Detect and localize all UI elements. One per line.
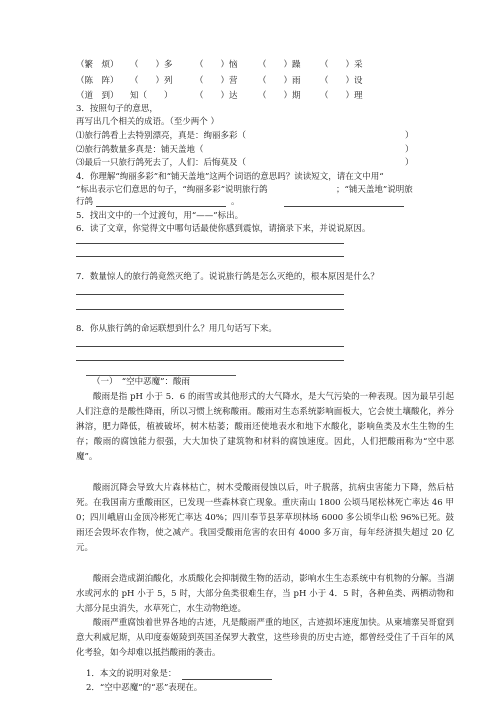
section-title: （一） “空中恶魔”：酸雨	[92, 377, 190, 387]
fill-cell[interactable]: （ ）采	[320, 60, 363, 70]
fill-cell: （陈 阵）	[76, 76, 119, 86]
question-3-item: ⑴旅行鸽看上去特别漂亮，真是：绚丽多彩（	[76, 131, 247, 141]
question-3-item: ⑶最后一只旅行鸽死去了，人们：后悔莫及（	[76, 158, 247, 168]
answer-line[interactable]	[96, 206, 226, 207]
question-3-title: 3．按照句子的意思，	[76, 104, 158, 114]
answer-line[interactable]	[182, 679, 272, 680]
question-4-prompt-cont: ”标出表示它们意思的句子，“绚丽多彩”说明旅行鸽	[76, 185, 268, 195]
answer-line[interactable]	[76, 360, 344, 361]
question-4-prompt-cont: 行鸽	[76, 197, 94, 207]
question-4-prompt: 4．你理解“绚丽多彩”和“铺天盖地”这两个词语的意思吗？读读短文，请在文中用“	[76, 172, 384, 182]
question-7-prompt: 7．数量惊人的旅行鸽竟然灭绝了。说说旅行鸽是怎么灭绝的，根本原因是什么？	[76, 272, 379, 282]
fill-cell[interactable]: 知（ ）	[130, 91, 173, 101]
question-4-period: 。	[231, 197, 240, 207]
fill-cell[interactable]: （ ）达	[195, 91, 238, 101]
question-8-prompt: 8．你从旅行鸽的命运联想到什么？用几句话写下来。	[76, 324, 277, 334]
fill-cell[interactable]: （ ）设	[320, 76, 363, 86]
passage-question-2: 2．“空中恶魔”的“恶”表现在。	[86, 683, 203, 693]
question-3-close-paren: ）	[405, 131, 414, 141]
fill-cell[interactable]: （ ）雨	[258, 76, 301, 86]
passage-paragraph: 酸雨严重腐蚀着世界各地的古迹，凡是酸雨严重的地区，古迹损坏速度加快。从柬埔寨吴哥窟到意大利威尼斯，从印度泰姬陵到英国圣保罗大教堂，这些珍贵的历史古迹，都曾经受住了千百年的风化考验，如今却难以抵挡酸雨的袭击。	[76, 618, 454, 658]
question-3-instruction: 再写出几个相关的成语。（至少两个 ）	[76, 117, 219, 127]
answer-line[interactable]	[76, 309, 344, 310]
answer-line[interactable]	[76, 346, 344, 347]
fill-cell[interactable]: （ ）理	[320, 91, 363, 101]
fill-cell: （繁 烦）	[76, 60, 119, 70]
answer-line[interactable]	[76, 243, 344, 244]
question-3-item: ⑵旅行鸽数量多真是：铺天盖地（	[76, 145, 204, 155]
fill-cell[interactable]: （ ）恼	[195, 60, 238, 70]
answer-line[interactable]	[76, 256, 344, 257]
answer-line[interactable]	[76, 294, 344, 295]
fill-cell[interactable]: （ ）躁	[258, 60, 301, 70]
fill-cell[interactable]: （ ）期	[258, 91, 301, 101]
question-5-prompt: 5．找出文中的一个过渡句，用“——”标出。	[76, 211, 244, 221]
passage-paragraph: 酸雨沉降会导致大片森林枯亡，树木受酸雨侵蚀以后，叶子脱落，抗病虫害能力下降，然后枯死。在我国南方重酸雨区，已发现一些森林衰亡现象。重庆南山 1800 公顷马尾松林死亡率达 46 甲 0；四川峨眉山金顶冷彬死亡率达 40%；四川奉节县茅草坝林场 6000 多公顷华山松 96%已死。鼓雨还会毁坏农作物，使之减产。我国受酸雨危害的农田有 4000 多万亩，每年经济损失超过 20 亿元。	[76, 483, 454, 553]
passage-paragraph: 酸雨是指 pH 小于 5．6 的雨雪或其他形式的大气降水，是大气污染的一种表现。因为最早引起人们注意的是酸性降雨，所以习惯上统称酸雨。酸雨对生态系统影响面板大，它会使土壤酸化，养分淋溶，肥力降低，植被破坏，树木枯萎；酸雨还使地表水和地下水酸化，影响鱼类及水生生物的生存；酸雨的腐蚀能力很强，大大加快了建筑物和材料的腐蚀速度。因此，人们把酸雨称为“空中恶魔”。	[76, 392, 454, 462]
fill-cell: （道 到）	[76, 91, 119, 101]
fill-cell[interactable]: （ ）多	[130, 60, 173, 70]
fill-cell[interactable]: （ ）列	[130, 76, 173, 86]
question-3-close-paren: ）	[405, 145, 414, 155]
question-6-prompt: 6．读了文章，你觉得文中哪句话最使你感到震惊，请摘录下来，并说说原因。	[76, 224, 371, 234]
answer-line[interactable]	[284, 206, 404, 207]
section-title-rule	[86, 375, 236, 376]
passage-paragraph: 酸雨会造成湖泊酸化，水质酸化会抑制微生物的活动，影响水生生态系统中有机物的分解。当湖水或河水的 pH 小于 5，5 时，大部分鱼类很难生存，当 pH 小于 4．5 时，各种鱼类、两栖动物和大部分昆虫消失，水草死亡，水生动物绝迹。	[76, 574, 454, 614]
question-4-prompt-cont: ；“铺天盖地”说明旅	[336, 185, 413, 195]
fill-cell[interactable]: （ ）营	[195, 76, 238, 86]
passage-question-1: 1．本文的说明对象是：	[86, 669, 177, 679]
question-3-close-paren: ）	[405, 158, 414, 168]
